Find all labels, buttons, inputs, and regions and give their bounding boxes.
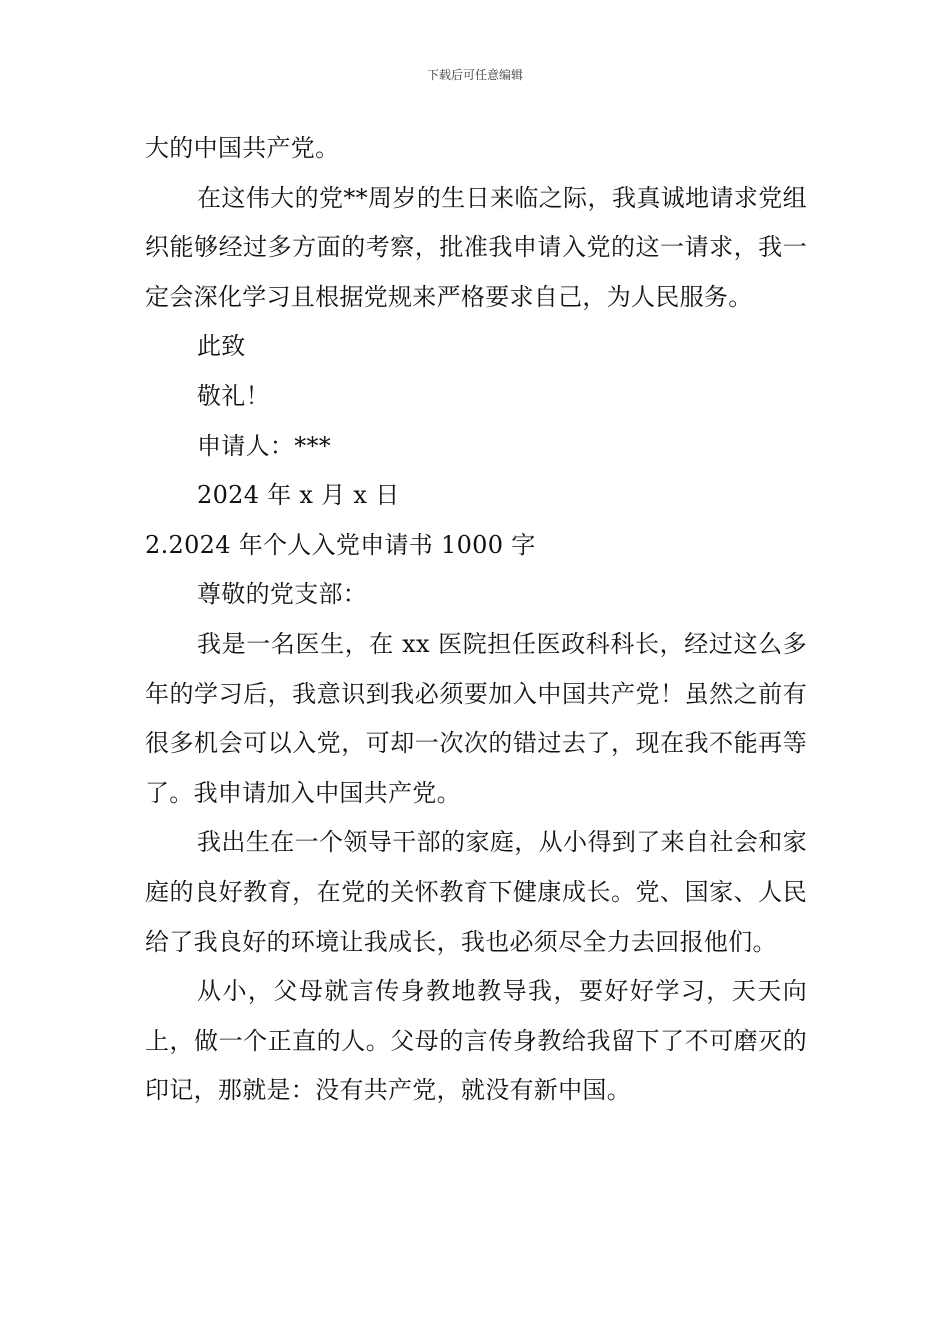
- header-note: 下载后可任意编辑: [426, 68, 523, 82]
- closing-jingli: 敬礼！: [197, 381, 270, 410]
- salutation: 尊敬的党支部：: [197, 580, 368, 609]
- paragraph-continuation: 大的中国共产党。: [145, 134, 340, 162]
- applicant-line: 申请人：***: [197, 431, 332, 460]
- document-body: [145, 124, 807, 1116]
- paragraph-parents: 从小，父母就言传身教地教导我，要好好学习，天天向上，做一个正直的人。父母的言传身教给我留下了不可磨灭的印记，那就是：没有共产党，就没有新中国。: [145, 977, 807, 1105]
- date-line: 2024 年 x 月 x 日: [197, 481, 400, 510]
- paragraph-family: 我出生在一个领导干部的家庭，从小得到了来自社会和家庭的良好教育，在党的关怀教育下健康成长。党、国家、人民给了我良好的环境让我成长，我也必须尽全力去回报他们。: [145, 828, 807, 956]
- paragraph-intro: 我是一名医生，在 xx 医院担任医政科科长，经过这么多年的学习后，我意识到我必须要加入中国共产党！虽然之前有很多机会可以入党，可却一次次的错过去了，现在我不能再等了。我申请加入中国共产党。: [145, 629, 807, 807]
- paragraph-request: 在这伟大的党**周岁的生日来临之际，我真诚地请求党组织能够经过多方面的考察，批准我申请入党的这一请求，我一定会深化学习且根据党规来严格要求自己，为人民服务。: [145, 183, 807, 311]
- closing-cizhi: 此致: [197, 332, 246, 361]
- section-heading: 2.2024 年个人入党申请书 1000 字: [145, 530, 536, 559]
